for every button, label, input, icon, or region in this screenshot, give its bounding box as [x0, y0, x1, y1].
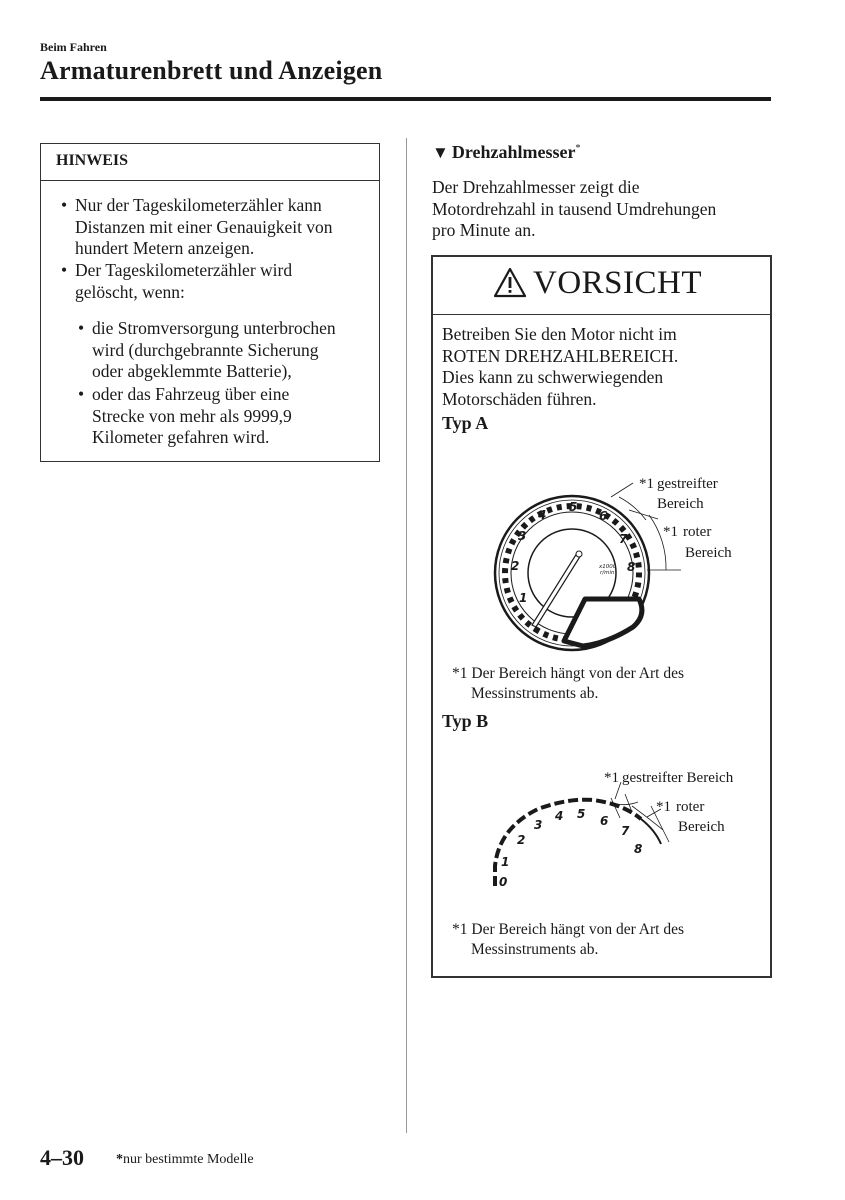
callout-leader	[629, 510, 658, 519]
note-item-line: Der Tageskilometerzähler wird	[75, 260, 293, 280]
note-subitem-line: wird (durchgebrannte Sicherung	[92, 339, 319, 360]
gauge-number: 2	[517, 833, 526, 847]
footnote-line: Der Bereich hängt von der Art des	[471, 921, 685, 938]
intro-line: Motordrehzahl in tausend Umdrehungen	[432, 198, 717, 219]
callout-leader	[611, 483, 633, 497]
note-item-line: Nur der Tageskilometerzähler kann	[75, 195, 322, 215]
intro-text	[432, 177, 762, 242]
note-header	[41, 144, 379, 181]
footnote-line: Messinstruments ab.	[471, 685, 599, 702]
gauge-number: 7	[621, 824, 630, 838]
callout-mark: *1	[604, 770, 619, 786]
note-item	[61, 260, 293, 303]
unit-top: x1000	[599, 564, 617, 570]
gauge-number: 3	[534, 818, 543, 832]
footnote-mark: *1	[452, 921, 468, 938]
footer-note-text: nur bestimmte Modelle	[123, 1152, 254, 1167]
gauge-number: 4	[555, 809, 564, 823]
bullet-icon: •	[78, 318, 85, 338]
caution-line: Motorschäden führen.	[442, 388, 597, 409]
callout-mark: *1	[663, 524, 678, 540]
gauge-number: 1	[501, 855, 510, 869]
gauge-number: 8	[634, 842, 643, 856]
gauge-number: 0	[499, 875, 508, 889]
note-subitem-line: Kilometer gefahren wird.	[92, 427, 270, 447]
callout-text: gestreifter	[657, 476, 718, 492]
gauge-number: 5	[569, 500, 578, 514]
note-box	[40, 143, 380, 462]
callout-mark: *1	[656, 799, 671, 815]
type-a-label: Typ A	[442, 413, 489, 433]
callout-text: Bereich	[685, 545, 732, 561]
note-item-line: gelöscht, wenn:	[75, 281, 185, 302]
warning-triangle-icon	[493, 267, 527, 299]
page-number: 4–30	[40, 1145, 84, 1170]
type-b-label: Typ B	[442, 711, 489, 731]
caution-title: VORSICHT	[533, 265, 703, 301]
callout-text: roter	[683, 524, 712, 540]
section-label: Beim Fahren	[40, 40, 107, 54]
column-divider	[406, 138, 407, 1133]
model-mark: *	[575, 143, 581, 154]
bullet-icon: •	[61, 260, 68, 280]
note-heading: HINWEIS	[56, 152, 129, 169]
note-item-line: Distanzen mit einer Genauigkeit von	[75, 216, 333, 237]
note-subitem-line: oder abgeklemmte Batterie),	[92, 361, 292, 381]
note-subitem-line: oder das Fahrzeug über eine	[92, 384, 290, 404]
footnote	[452, 664, 684, 704]
gauge-number: 5	[577, 807, 586, 821]
callout-text: Bereich	[657, 496, 704, 512]
note-item-line: hundert Metern anzeigen.	[75, 238, 255, 258]
gauge-number: 1	[519, 591, 528, 605]
footnote	[452, 920, 684, 960]
caution-text	[442, 324, 678, 410]
title-rule	[40, 97, 771, 101]
gauge-number: 3	[518, 529, 527, 543]
red-zone-arc	[641, 819, 661, 844]
footnote-mark: *1	[452, 665, 468, 682]
caution-box	[431, 255, 772, 978]
note-subitem-line: Strecke von mehr als 9999,9	[92, 405, 292, 426]
callout-text: Bereich	[678, 819, 725, 835]
footer-mark: *	[116, 1152, 123, 1167]
bullet-icon: •	[61, 195, 68, 215]
triangle-down-icon: ▼	[432, 143, 449, 162]
type-a-tachometer-illustration	[433, 447, 770, 657]
intro-line: pro Minute an.	[432, 220, 536, 240]
note-subitem-line: die Stromversorgung unterbrochen	[92, 318, 336, 338]
footer-note	[116, 1152, 254, 1168]
note-item	[61, 195, 333, 260]
note-subitem	[78, 384, 292, 449]
caution-line: ROTEN DREHZAHLBEREICH.	[442, 345, 679, 366]
range-limit-line	[611, 798, 620, 818]
caution-header	[433, 257, 770, 315]
intro-line: Der Drehzahlmesser zeigt die	[432, 177, 640, 197]
footnote-line: Der Bereich hängt von der Art des	[471, 665, 685, 682]
type-b-tachometer-illustration	[433, 762, 770, 897]
bullet-icon: •	[78, 384, 85, 404]
striped-range-arc	[617, 802, 638, 805]
subsection-heading-text: Drehzahlmesser	[451, 142, 576, 162]
page-title: Armaturenbrett und Anzeigen	[40, 56, 383, 85]
gauge-number: 8	[627, 560, 636, 574]
caution-line: Betreiben Sie den Motor nicht im	[442, 324, 677, 344]
subsection-heading	[432, 142, 580, 163]
gauge-number: 4	[538, 508, 547, 522]
gauge-number: 7	[619, 532, 628, 546]
needle-cap	[576, 551, 582, 557]
callout-mark: *1	[639, 476, 654, 492]
note-subitem	[78, 318, 336, 383]
callout-text: gestreifter Bereich	[622, 770, 734, 786]
callout-text: roter	[676, 799, 705, 815]
footnote-line: Messinstruments ab.	[471, 941, 599, 958]
gauge-number: 6	[600, 814, 609, 828]
gauge-number: 2	[511, 559, 520, 573]
unit-bottom: r/min	[600, 570, 615, 576]
caution-line: Dies kann zu schwerwiegenden	[442, 367, 664, 387]
gauge-number: 6	[599, 509, 608, 523]
